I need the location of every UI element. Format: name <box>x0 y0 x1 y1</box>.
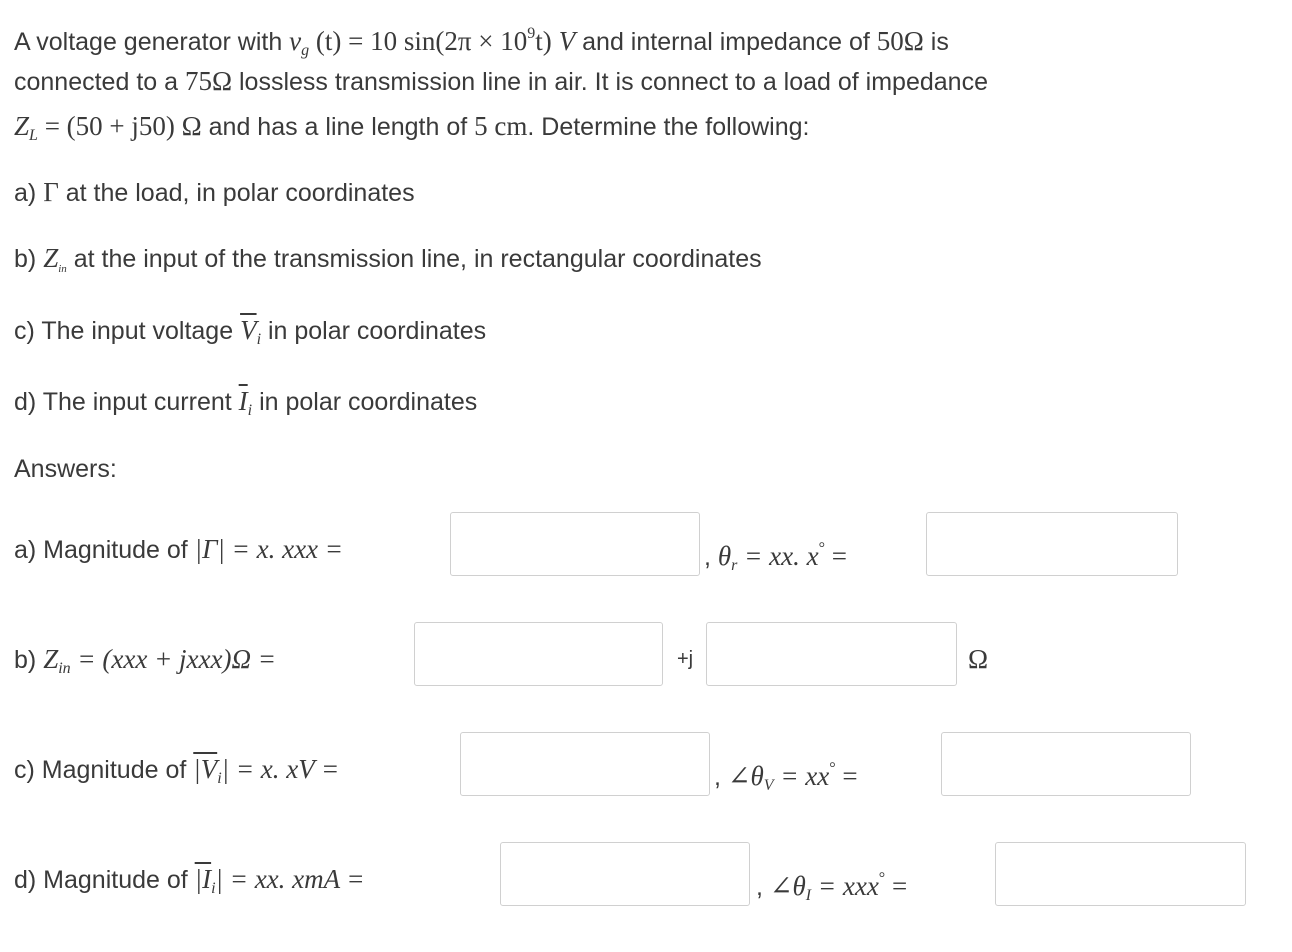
math-impedance: 75Ω <box>184 66 233 96</box>
answer-label-text: b) <box>14 646 44 674</box>
problem-line-3 <box>14 108 809 154</box>
problem-line-1 <box>14 16 949 69</box>
answer-label-text: d) Magnitude of <box>14 866 195 894</box>
problem-text: A voltage generator with <box>14 28 290 56</box>
part-b <box>14 240 762 287</box>
part-text: at the input of the transmission line, in rectangular coordinates <box>66 245 762 273</box>
math-expression: | = xx. xmA = <box>215 864 365 894</box>
math-expression: | = x. xV = <box>221 754 340 784</box>
problem-text: is <box>923 28 949 56</box>
math-vi-abs: |V <box>193 754 218 784</box>
math-expression: = xx. x <box>737 541 819 571</box>
part-text: at the load, in polar coordinates <box>58 179 415 207</box>
plus-j-label: +j <box>677 648 694 670</box>
part-a <box>14 174 415 211</box>
equals-sign: = <box>835 761 858 791</box>
problem-text: and internal impedance of <box>575 28 877 56</box>
part-c <box>14 312 486 358</box>
math-expression: = xx <box>773 761 830 791</box>
part-prefix: d) The input current <box>14 388 239 416</box>
ii-magnitude-input[interactable] <box>500 842 750 906</box>
problem-text: lossless transmission line in air. It is connect to a load of impedance <box>232 68 988 96</box>
degree-symbol: ° <box>829 760 836 777</box>
math-angle: ∠θ <box>727 761 764 791</box>
answer-label-text: a) Magnitude of <box>14 536 195 564</box>
zin-real-input[interactable] <box>414 622 663 686</box>
part-d <box>14 383 477 429</box>
math-vi: $\overline{V}$ <box>240 315 257 345</box>
math-expression-end: t) <box>535 26 552 56</box>
answer-d-angle-label <box>756 861 907 914</box>
vi-magnitude-input[interactable] <box>460 732 710 796</box>
math-zl: Z <box>14 111 30 141</box>
problem-text: . Determine the following: <box>527 113 810 141</box>
answer-d-label <box>14 861 365 907</box>
math-expression: |Γ| = x. xxx = <box>194 534 344 564</box>
math-angle-sub: I <box>805 887 812 904</box>
math-length: 5 cm <box>474 111 528 141</box>
part-text: in polar coordinates <box>261 317 487 345</box>
math-expression: = (xxx + jxxx)Ω = <box>70 644 276 674</box>
answer-c-label <box>14 751 339 797</box>
ii-angle-input[interactable] <box>995 842 1246 906</box>
math-vg-sub: g <box>301 42 310 59</box>
math-expression: = xxx <box>811 871 879 901</box>
math-expression: (t) = 10 sin(2π × 10 <box>309 26 528 56</box>
separator: , <box>756 873 770 901</box>
math-ii-sub: i <box>211 880 216 897</box>
math-exponent: 9 <box>527 25 536 42</box>
math-unit-v: V <box>558 26 576 56</box>
math-angle-sub: V <box>763 777 774 794</box>
math-ii: $\overline{I}$ <box>238 386 248 416</box>
math-ii-sub: i <box>247 402 253 419</box>
math-theta: θ <box>717 541 732 571</box>
problem-text: and has a line length of <box>201 113 475 141</box>
vi-angle-input[interactable] <box>941 732 1191 796</box>
answer-a-label <box>14 531 343 568</box>
math-zin: Z <box>43 644 59 674</box>
degree-symbol: ° <box>818 540 825 557</box>
part-prefix: a) <box>14 179 44 207</box>
part-text: in polar coordinates <box>252 388 478 416</box>
part-prefix: b) <box>14 245 44 273</box>
part-prefix: c) The input voltage <box>14 317 241 345</box>
math-vg: v <box>289 26 302 56</box>
separator: , <box>714 763 728 791</box>
answer-c-angle-label <box>714 751 858 804</box>
equals-sign: = <box>885 871 908 901</box>
gamma-magnitude-input[interactable] <box>450 512 700 576</box>
answer-b-label <box>14 641 276 687</box>
math-angle: ∠θ <box>769 871 806 901</box>
math-ii-abs: |I <box>194 864 212 894</box>
ohm-unit-label: Ω <box>968 644 989 674</box>
math-zl-sub: L <box>29 127 38 144</box>
equals-sign: = <box>824 541 847 571</box>
math-vi-sub: i <box>217 770 222 787</box>
math-vi-sub: i <box>256 331 262 348</box>
math-zin: Z <box>43 243 59 273</box>
math-impedance: 50Ω <box>876 26 924 56</box>
answer-label-text: c) Magnitude of <box>14 756 194 784</box>
separator: , <box>704 543 718 571</box>
problem-line-2 <box>14 63 988 100</box>
math-zin-sub: in <box>58 263 67 275</box>
degree-symbol: ° <box>878 870 886 887</box>
math-zin-sub: in <box>58 660 71 677</box>
problem-text: connected to a <box>14 68 185 96</box>
math-expression: = (50 + j50) Ω <box>37 111 202 141</box>
zin-imag-input[interactable] <box>706 622 957 686</box>
answer-a-angle-label <box>704 531 847 584</box>
gamma-angle-input[interactable] <box>926 512 1178 576</box>
math-gamma: Γ <box>43 177 59 207</box>
answers-heading: Answers: <box>14 455 117 483</box>
math-theta-sub: r <box>731 557 738 574</box>
